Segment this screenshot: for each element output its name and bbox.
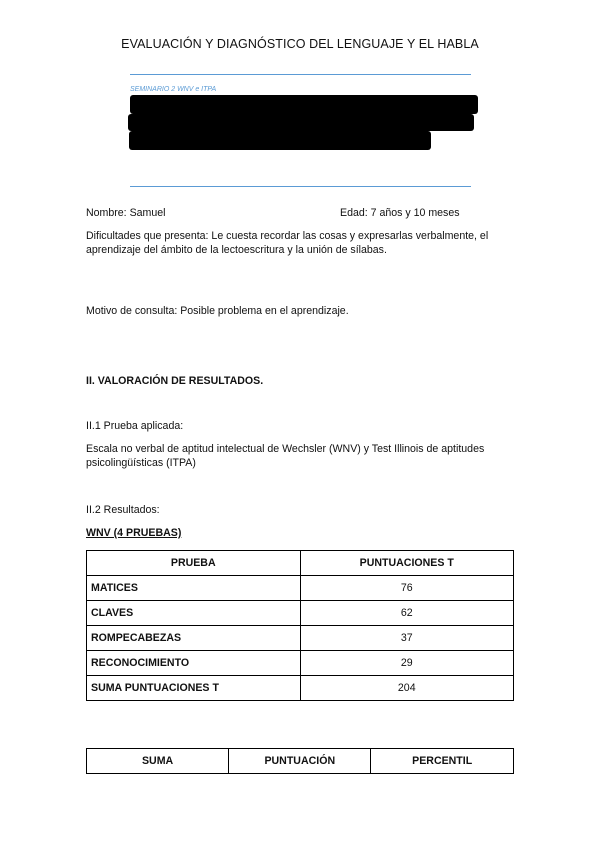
results-heading: II.2 Resultados: (86, 504, 160, 516)
header-rule-top (130, 74, 471, 75)
column-header: PERCENTIL (371, 749, 514, 774)
table-row (87, 651, 514, 676)
score-cell: 204 (300, 676, 514, 701)
redaction-bar (128, 114, 474, 131)
header-rule-bottom (130, 186, 471, 187)
wnv-results-table (86, 550, 514, 701)
score-cell: 29 (300, 651, 514, 676)
table-row (87, 576, 514, 601)
table-row (87, 601, 514, 626)
redaction-bar (129, 131, 431, 150)
seminar-label: SEMINARIO 2 WNV e ITPA (130, 86, 217, 93)
test-name-cell: SUMA PUNTUACIONES T (87, 676, 301, 701)
consultation-reason: Motivo de consulta: Posible problema en el aprendizaje. (86, 305, 349, 317)
test-name-cell: ROMPECABEZAS (87, 626, 301, 651)
test-name-cell: MATICES (87, 576, 301, 601)
percentile-table (86, 748, 514, 774)
patient-age: Edad: 7 años y 10 meses (340, 207, 460, 219)
wnv-heading: WNV (4 PRUEBAS) (86, 527, 182, 539)
score-cell: 76 (300, 576, 514, 601)
redaction-bar (130, 95, 478, 114)
test-name-cell: RECONOCIMIENTO (87, 651, 301, 676)
difficulties-text: Dificultades que presenta: Le cuesta recordar las cosas y expresarlas verbalmente, el aprendizaje del ámbito de la lectoescritura y la unión de sílabas. (86, 230, 489, 256)
patient-name: Nombre: Samuel (86, 207, 166, 219)
column-header: PUNTUACIÓN (229, 749, 371, 774)
score-cell: 62 (300, 601, 514, 626)
document-title: EVALUACIÓN Y DIAGNÓSTICO DEL LENGUAJE Y EL HABLA (121, 37, 479, 51)
column-header: PRUEBA (87, 551, 301, 576)
table-row (87, 626, 514, 651)
column-header: PUNTUACIONES T (300, 551, 514, 576)
test-description: Escala no verbal de aptitud intelectual de Wechsler (WNV) y Test Illinois de aptitudes psicolingüísticas (ITPA) (86, 443, 485, 469)
test-heading: II.1 Prueba aplicada: (86, 420, 184, 432)
score-cell: 37 (300, 626, 514, 651)
column-header: SUMA (87, 749, 229, 774)
section-title: II. VALORACIÓN DE RESULTADOS. (86, 375, 264, 387)
table-header-row (87, 749, 514, 774)
test-name-cell: CLAVES (87, 601, 301, 626)
table-header-row (87, 551, 514, 576)
table-row (87, 676, 514, 701)
